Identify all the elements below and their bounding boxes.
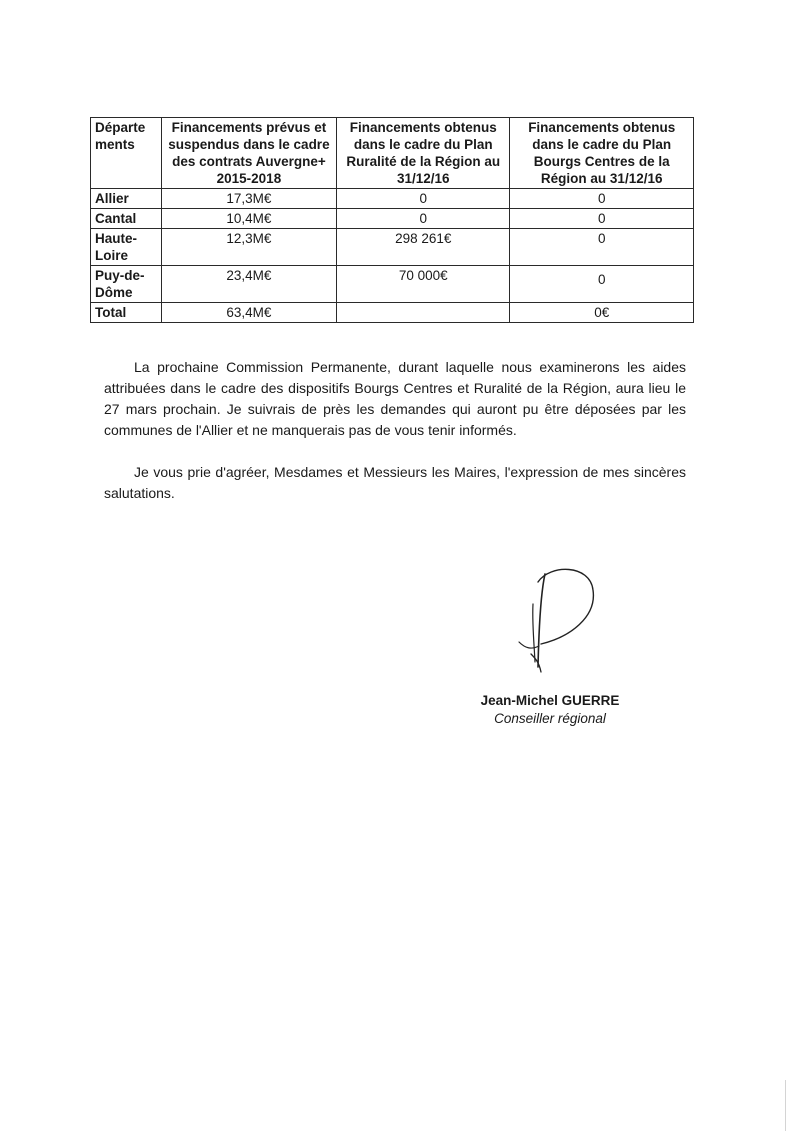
header-bourgs-funding: Financements obtenus dans le cadre du Plan Bourgs Centres de la Région au 31/12/16 xyxy=(510,118,694,189)
header-departements: Départe ments xyxy=(91,118,162,189)
signer-role: Conseiller régional xyxy=(494,711,606,726)
header-planned-funding: Financements prévus et suspendus dans le cadre des contrats Auvergne+ 2015-2018 xyxy=(161,118,336,189)
row-department: Cantal xyxy=(91,209,162,229)
table-header-row xyxy=(91,118,694,189)
table-row xyxy=(91,189,694,209)
row-rurality xyxy=(337,303,510,323)
row-bourgs: 0 xyxy=(510,209,694,229)
row-bourgs: 0 xyxy=(510,229,694,266)
row-bourgs: 0 xyxy=(510,189,694,209)
paragraph-closing xyxy=(104,462,686,504)
table-row xyxy=(91,209,694,229)
row-rurality: 0 xyxy=(337,209,510,229)
row-department: Haute- Loire xyxy=(91,229,162,266)
paragraph-commission xyxy=(104,357,686,441)
handwritten-signature xyxy=(505,562,615,677)
table-row xyxy=(91,229,694,266)
row-planned: 10,4M€ xyxy=(161,209,336,229)
paragraph-commission-text: La prochaine Commission Permanente, durant laquelle nous examinerons les aides attribuées dans le cadre des dispositifs Bourgs Centres et Ruralité de la Région, aura lieu le 27 mars prochain. Je suivrais de près les demandes qui auront pu être déposées par les communes de l'Allier et ne manquerais pas de vous tenir informés. xyxy=(104,359,686,438)
row-bourgs: 0€ xyxy=(510,303,694,323)
row-department: Puy-de- Dôme xyxy=(91,266,162,303)
row-rurality: 298 261€ xyxy=(337,229,510,266)
paragraph-closing-text: Je vous prie d'agréer, Mesdames et Messieurs les Maires, l'expression de mes sincères salutations. xyxy=(104,464,686,501)
table-row-total xyxy=(91,303,694,323)
row-rurality: 0 xyxy=(337,189,510,209)
row-rurality: 70 000€ xyxy=(337,266,510,303)
row-planned: 23,4M€ xyxy=(161,266,336,303)
row-department: Allier xyxy=(91,189,162,209)
table-row xyxy=(91,266,694,303)
row-planned: 17,3M€ xyxy=(161,189,336,209)
scan-edge-line xyxy=(785,1080,786,1131)
signer-name: Jean-Michel GUERRE xyxy=(480,693,620,708)
row-bourgs: 0 xyxy=(510,266,694,303)
row-department: Total xyxy=(91,303,162,323)
row-planned: 12,3M€ xyxy=(161,229,336,266)
header-rurality-funding: Financements obtenus dans le cadre du Plan Ruralité de la Région au 31/12/16 xyxy=(337,118,510,189)
row-planned: 63,4M€ xyxy=(161,303,336,323)
funding-table xyxy=(90,117,694,323)
